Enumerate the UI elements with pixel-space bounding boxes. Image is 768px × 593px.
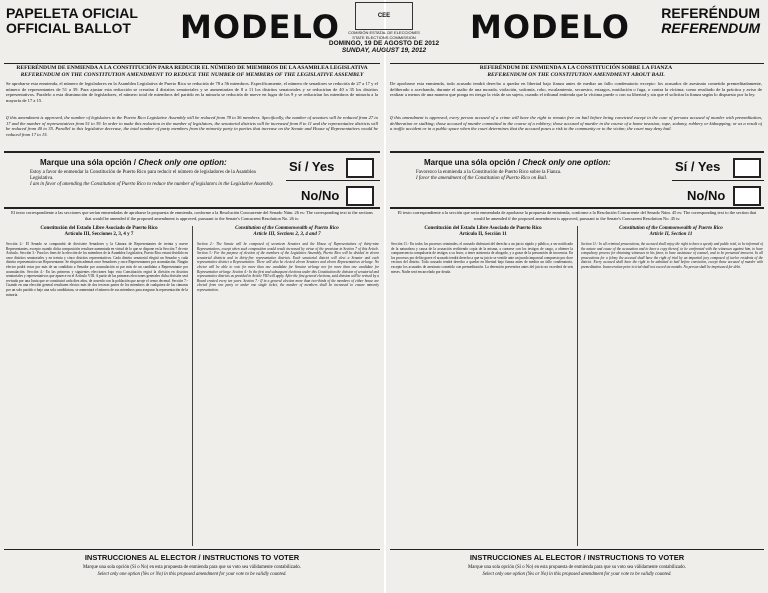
referendum-title xyxy=(660,6,760,36)
left-col2-title: Constitution of the Commonwealth of Puerto Rico xyxy=(235,226,339,231)
right-col1-sub: Artículo II, Sección 11 xyxy=(459,232,507,237)
ballot-title-es: PAPELETA OFICIAL xyxy=(6,5,138,21)
right-footer-rule xyxy=(390,549,764,550)
left-heading-en: REFERENDUM ON THE CONSTITUTION AMENDMENT TO REDUCE THE NUMBER OF MEMBERS OF THE LEGISLATIVE ASSEMBLY xyxy=(20,71,364,78)
right-footer-en: Select only one option (Yes or No) in this proposed amendment for your vote to be validly counted. xyxy=(482,572,672,577)
left-top-rule xyxy=(4,63,380,64)
right-col2-text: Section 11.- In all criminal prosecutions, the accused shall enjoy the right to have a speedy and public trial, to be informed of the nature and cause of the accusation and to have a copy thereof, to be confronted with the witnesses against him, to have compulsory process for obtaining witnesses in his favor, to have assistance of counsel, and to be presumed innocent. In all prosecutions for a felony the accused shall have the right of trial by an impartial jury composed of twelve residents of the district. Every accused shall have the right to be admitted to bail before conviction, except those accused of murder with premeditation. Incarceration prior to trial shall not exceed six months. No person shall be imprisoned for debt. xyxy=(581,242,763,269)
right-marque-en: Check only one option: xyxy=(522,158,611,167)
right-divider xyxy=(390,151,764,153)
modelo-right: MODELO xyxy=(470,8,630,46)
seal-line-1: COMISIÓN ESTATAL DE ELECCIONES xyxy=(348,30,420,35)
right-yes-label: Sí / Yes xyxy=(675,159,721,174)
right-footer-es: Marque una sola opción (Sí o No) en esta propuesta de enmienda para que su voto sea válidamente contabilizado. xyxy=(467,565,687,570)
right-top-rule xyxy=(390,63,764,64)
left-marque-instruction: Marque una sóla opción / Check only one option: xyxy=(40,158,227,167)
right-description-en: If this amendment is approved, every person accused of a crime will have the right to remain free on bail before being convicted except in the case of persons accused of murder with premeditation, deliberation or stalking; those accused of murder committed in the course of a robbery; those accused of murder in the course of a home invasion, rape, sodomy, robbery or kidnapping; or as a result of a traffic accident or in a public space when the court determines that the accused poses a risk to the community or to the victim; the court may deny bail. xyxy=(390,115,762,132)
left-col1-sub: Artículo III, Secciones 2, 3, 4 y 7 xyxy=(64,232,134,237)
left-col2-heading xyxy=(194,226,380,238)
left-footer-en: Select only one option (Yes or No) in this proposed amendment for your vote to be validly counted. xyxy=(97,572,287,577)
right-note: El texto correspondiente a la sección que sería enmendada de aprobarse la propuesta de enmienda, conforme a la Resolución Concurrente del Senado Núm. 45 es: The corresponding text to the section that would be amended if the proposed amendment is approved, pursuant to the Senate's Concurrent Resolution No. 45 is: xyxy=(397,210,757,221)
right-no-checkbox[interactable] xyxy=(733,186,761,206)
right-footer-title: INSTRUCCIONES AL ELECTOR / INSTRUCTIONS TO VOTER xyxy=(469,553,685,562)
left-no-checkbox[interactable] xyxy=(346,186,374,206)
election-seal xyxy=(317,2,451,60)
left-column-divider xyxy=(192,226,193,546)
fold-divider xyxy=(384,0,386,593)
left-choice-separator xyxy=(286,180,380,181)
right-divider-2 xyxy=(390,207,764,209)
right-option-text xyxy=(416,170,666,182)
left-heading xyxy=(6,65,378,78)
ref-title-es: REFERÉNDUM xyxy=(661,5,760,21)
right-marque-instruction: Marque una sóla opción / Check only one option: xyxy=(424,158,611,167)
left-divider-2 xyxy=(4,207,380,209)
right-heading-en: REFERENDUM ON THE CONSTITUTION AMENDMENT ABOUT BAIL xyxy=(487,71,665,78)
right-description-es: De aprobarse esta enmienda, todo acusado tendrá derecho a quedar en libertad bajo fianza antes de mediar un fallo condenatorio excepto: los acusados de asesinato cometido premeditadamente, deliberado o acechando, durante el asalto de una morada, violación, sodomía, robo, escalamiento, secuestro, estragos, mutilación o fuga, o contra la víctima; como resultado de la práctica y aviso de realizar a menos de una manera que ponga en riesgo la vida de un sujeto, cuando el tribunal entienda que la víctima puede o con su libertad y sin que el solicitar la fianza según lo dispuesto por la ley. xyxy=(390,81,762,98)
seal-line-2: STATE ELECTIONS COMMISSION xyxy=(352,35,416,40)
left-option-en: I am in favor of amending the Constitution of Puerto Rico to reduce the number of legislators in the Legislative Assembly. xyxy=(30,182,274,187)
ref-title-en: REFERENDUM xyxy=(661,20,760,36)
right-choice-separator xyxy=(672,180,764,181)
left-col1-text: Sección 2.- El Senado se compondrá de diecisiete Senadores y la Cámara de Representantes de treinta y nueve Representantes, excepto cuando dicha composición resultare aumentada en virtud de lo que se dispone en la Sección 7 de este Artículo. Sección 3.- Para los fines de la elección de los miembros de la Asamblea Legislativa, Puerto Rico estará dividido en once distritos senatoriales y en treinta y cinco distritos representativos. Cada distrito senatorial elegirá un Senador y cada distrito representativo un Representante. Se elegirán además once Senadores y once Representantes por acumulación. Ningún elector podrá votar por más de un candidato a Senador por acumulación ni por más de un candidato a Representante por acumulación. Sección 4.- En las primeras y siguientes elecciones bajo esta Constitución regirá la división en distritos senatoriales y representativos que aparece en el Artículo VIII. A partir de las primeras elecciones generales dicha división será revisada por una Junta que se constituirá cada diez años, de acuerdo con la población que arroje el censo decenal. Sección 7.- Cuando en una elección general resultaren electos más de dos terceras partes de los miembros de cualquiera de las cámaras por un solo partido o bajo una sola candidatura, se aumentará el número de sus miembros para asegurar la representación de la minoría. xyxy=(6,242,188,297)
left-no-label: No/No xyxy=(301,188,340,203)
right-yes-checkbox[interactable] xyxy=(733,158,761,178)
left-marque-es: Marque una sóla opción xyxy=(40,158,132,167)
left-divider xyxy=(4,151,380,153)
cee-logo-icon: CEE xyxy=(355,2,413,30)
left-description-en: If this amendment is approved, the number of legislators in the Puerto Rico Legislative Assembly will be reduced from 78 to 56 members. Specifically, the number of senators will be reduced from 27 to 17 and the number of representatives from 51 to 39. In order to make this reduction in the number of legislators, the senatorial districts will be increased from 8 to 11 and the representative districts will be reduced from 40 to 35. Parallel to this legislative decrease, the total number of party members from the minority party in parties that increase on the Senate and House of Representatives would be reduced from 17 to 15. xyxy=(6,115,378,138)
right-column-divider xyxy=(577,226,578,546)
left-note: El texto correspondiente a las secciones que serían enmendadas de aprobarse la propuesta de enmienda, conforme a la Resolución Concurrente del Senado Núm. 26 es: The corresponding text to the sections that would be amended if the proposed amendment is approved, pursuant to the Senate's Concurrent Resolution No. 26 is: xyxy=(11,210,373,221)
ballot-title xyxy=(6,6,138,36)
date-en: SUNDAY, AUGUST 19, 2012 xyxy=(341,47,427,54)
left-yes-checkbox[interactable] xyxy=(346,158,374,178)
right-no-label: No/No xyxy=(687,188,726,203)
ballot-title-en: OFFICIAL BALLOT xyxy=(6,20,131,36)
left-col2-sub: Article III, Sections 2, 3, 4 and 7 xyxy=(253,232,321,237)
right-col1-title: Constitución del Estado Libre Asociado de Puerto Rico xyxy=(424,226,542,231)
left-option-es: Estoy a favor de enmendar la Constitución de Puerto Rico para reducir el número de legisladores de la Asamblea Legislativa. xyxy=(30,170,256,181)
right-col2-heading xyxy=(578,226,764,238)
date-es: DOMINGO, 19 DE AGOSTO DE 2012 xyxy=(328,40,440,47)
left-marque-en: Check only one option: xyxy=(138,158,227,167)
right-heading-es: REFERÉNDUM DE ENMIENDA A LA CONSTITUCIÓN SOBRE LA FIANZA xyxy=(479,65,673,71)
left-heading-es: REFERÉNDUM DE ENMIENDA A LA CONSTITUCIÓN PARA REDUCIR EL NÚMERO DE MIEMBROS DE LA ASAMBLEA LEGISLATIVA xyxy=(16,65,368,71)
left-footer-rule xyxy=(4,549,380,550)
right-heading xyxy=(390,65,762,78)
left-col1-heading xyxy=(6,226,192,238)
right-col2-sub: Article II, Section 11 xyxy=(649,232,693,237)
right-option-es: Favorezco la enmienda a la Constitución de Puerto Rico sobre la Fianza. xyxy=(416,170,562,175)
right-col1-text: Sección 11.- En todos los procesos criminales, el acusado disfrutará del derecho a un juicio rápido y público, a ser notificado de la naturaleza y causa de la acusación recibiendo copia de la misma, a carearse con los testigos de cargo, a obtener la comparecencia compulsoria de testigos a su favor, a tener asistencia de abogado, y a gozar de la presunción de inocencia. En los procesos por delito grave el acusado tendrá derecho a que su juicio se ventile ante un jurado imparcial compuesto por doce vecinos del distrito. Todo acusado tendrá derecho a quedar en libertad bajo fianza antes de mediar un fallo condenatorio, excepto los acusados de asesinato cometido con premeditación. La detención preventiva antes del juicio no excederá de seis meses. Nadie será encarcelado por deuda. xyxy=(391,242,573,274)
right-col2-title: Constitution of the Commonwealth of Puerto Rico xyxy=(619,226,723,231)
left-footer-es: Marque una sola opción (Sí o No) en esta propuesta de enmienda para que su voto sea válidamente contabilizado. xyxy=(82,565,302,570)
left-option-text xyxy=(30,170,280,188)
left-col2-text: Section 2.- The Senate will be composed of seventeen Senators and the House of Representatives of thirty-nine Representatives, except when such composition would result increased by virtue of the provision in Section 7 of this Article. Section 3.- For the purpose of election of the members of the Legislative Assembly, Puerto Rico will be divided in eleven senatorial districts and in thirty-five representative districts. Each senatorial district will elect a Senator and each representative district a Representative. There will also be elected eleven Senators and eleven Representatives at-large. No elector will be able to vote for more than one candidate for Senator at-large nor for more than one candidate for Representative at-large. Section 4.- In the first and subsequent elections under this Constitution the division of senatorial and representative districts as provided in Article VIII will apply. After the first general elections, said division will be revised by a Board created every ten years. Section 7.- If in a general election more than two-thirds of the members of either house are elected from one party or under one single ticket, the number of members shall be increased to ensure minority representation. xyxy=(197,242,379,292)
left-description-es: Se aprobarse esta enmienda, el número de legisladores en la Asamblea Legislativa de Puerto Rico se reduciría de 78 a 56 miembros. Específicamente, el número de senadores se reduciría de 27 a 17 y el número de representantes de 51 a 39. Para ajustar esta reducción se crearían 4 distritos senatoriales y se aumentarían de 8 a 11 los distritos senatoriales y se reducirían de 40 a 35 los distritos representativos. Paralelo a esta disminución de legisladores, el número total de miembros del partido en la minoría se reduciría de nueve en lugar de los 9 y se reducirían los miembros de minoría a la mayoría de 17 a 15. xyxy=(6,81,378,104)
right-option-en: I favor the amendment of the Constitution of Puerto Rico on Bail. xyxy=(416,176,548,181)
left-footer-title: INSTRUCCIONES AL ELECTOR / INSTRUCTIONS TO VOTER xyxy=(84,553,300,562)
right-col1-heading xyxy=(390,226,576,238)
modelo-left: MODELO xyxy=(180,8,340,46)
left-yes-label: Sí / Yes xyxy=(289,159,335,174)
left-col1-title: Constitución del Estado Libre Asociado de Puerto Rico xyxy=(40,226,158,231)
right-marque-es: Marque una sóla opción xyxy=(424,158,516,167)
